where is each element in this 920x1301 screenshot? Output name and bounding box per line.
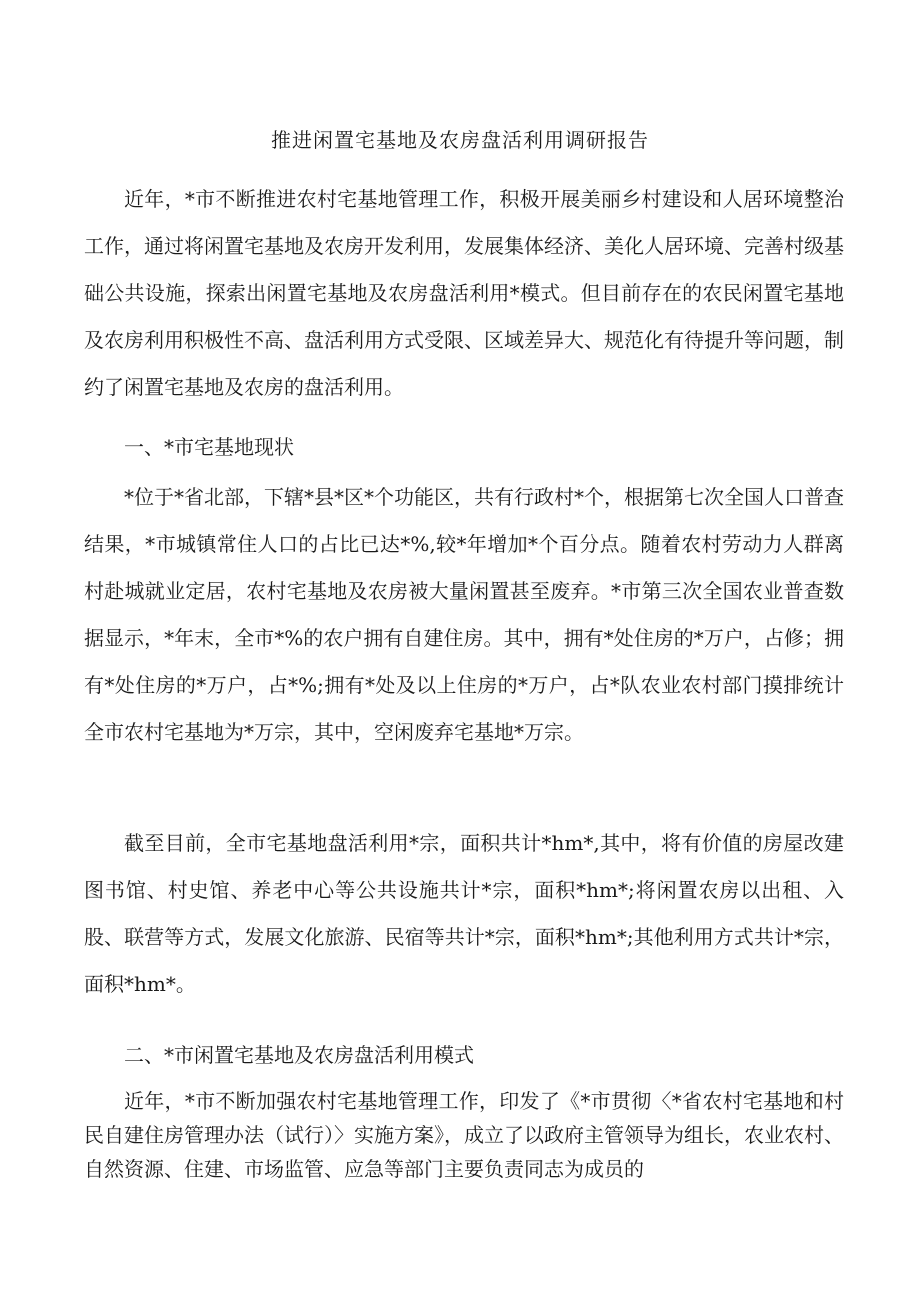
- section-heading-2: [84, 1032, 844, 1079]
- paragraph-mode: [84, 1084, 844, 1186]
- paragraph-status: [84, 474, 844, 756]
- section-heading-1-text: 一、*市宅基地现状: [124, 435, 294, 459]
- document-title: 推进闲置宅基地及农房盘活利用调研报告: [271, 128, 649, 152]
- paragraph-utilization-text: 截至目前，全市宅基地盘活利用*宗，面积共计*hm*,其中，将有价值的房屋改建图书馆、村史馆、养老中心等公共设施共计*宗，面积*hm*;将闲置农房以出租、入股、联营等方式，发展文化旅游、民宿等共计*宗，面积*hm*;其他利用方式共计*宗，面积*hm*。: [84, 831, 844, 996]
- paragraph-intro-text: 近年，*市不断推进农村宅基地管理工作，积极开展美丽乡村建设和人居环境整治工作，通过将闲置宅基地及农房开发利用，发展集体经济、美化人居环境、完善村级基础公共设施，探索出闲置宅基地及农房盘活利用*模式。但目前存在的农民闲置宅基地及农房利用积极性不高、盘活利用方式受限、区域差异大、规范化有待提升等问题，制约了闲置宅基地及农房的盘活利用。: [84, 187, 844, 399]
- section-heading-1: [84, 424, 844, 471]
- paragraph-mode-text: 近年，*市不断加强农村宅基地管理工作，印发了《*市贯彻〈*省农村宅基地和村民自建住房管理办法（试行）〉实施方案》，成立了以政府主管领导为组长，农业农村、自然资源、住建、市场监管、应急等部门主要负责同志为成员的: [84, 1089, 844, 1181]
- section-heading-2-text: 二、*市闲置宅基地及农房盘活利用模式: [124, 1043, 474, 1067]
- paragraph-intro: [84, 176, 844, 411]
- paragraph-utilization: [84, 820, 844, 1008]
- paragraph-status-text: *位于*省北部，下辖*县*区*个功能区，共有行政村*个，根据第七次全国人口普查结果，*市城镇常住人口的占比已达*%,较*年增加*个百分点。随着农村劳动力人群离村赴城就业定居，农村宅基地及农房被大量闲置甚至废弃。*市第三次全国农业普查数据显示，*年末，全市*%的农户拥有自建住房。其中，拥有*处住房的*万户，占修；拥有*处住房的*万户，占*%;拥有*处及以上住房的*万户，占*队农业农村部门摸排统计全市农村宅基地为*万宗，其中，空闲废弃宅基地*万宗。: [84, 485, 844, 744]
